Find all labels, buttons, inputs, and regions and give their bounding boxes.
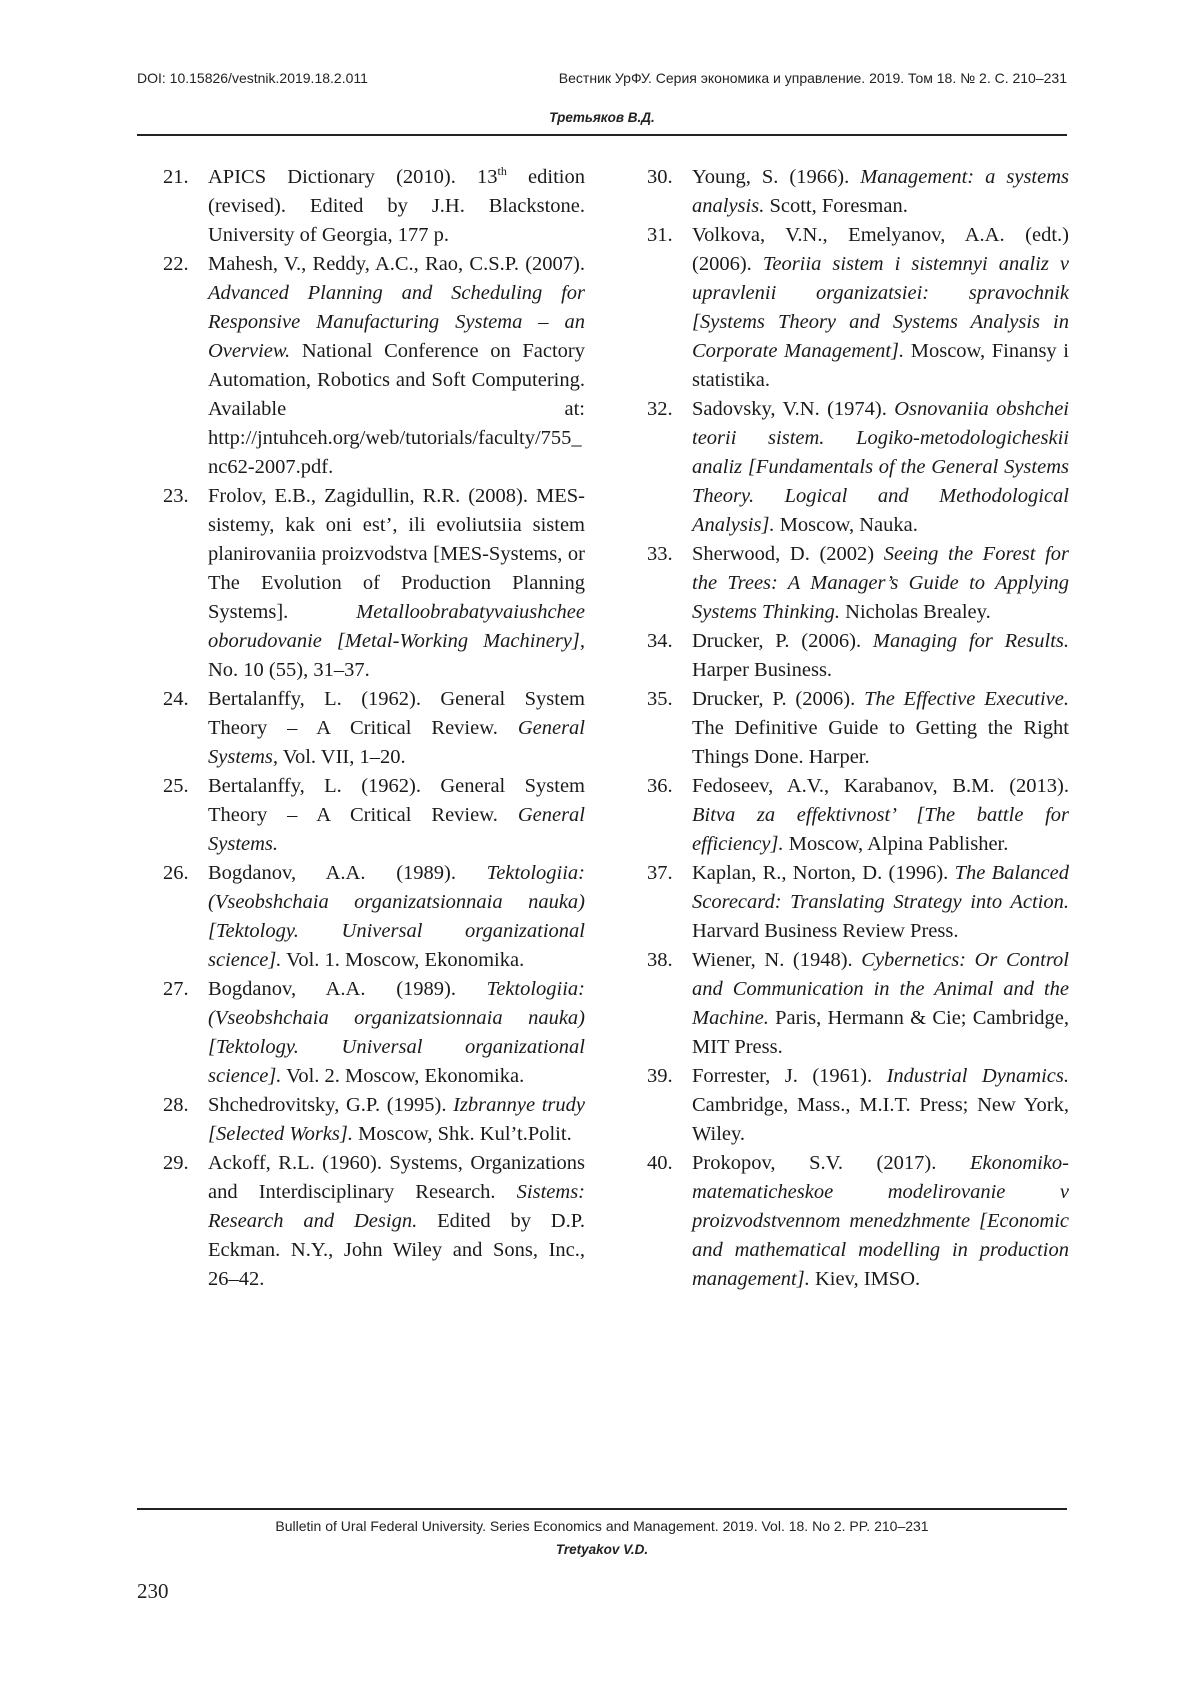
reference-item [163, 163, 585, 250]
reference-text-segment: National Conference on Factory Automation, Robotics and Soft Computering. Available at: http://jntuhceh.org/web/tutorials/faculty/755_nc62-2007.pdf. [208, 340, 585, 478]
reference-text [692, 685, 1069, 772]
italic-title-text: The Effective Executive. [864, 688, 1070, 710]
reference-number: 36. [647, 775, 673, 797]
reference-number: 28. [163, 1094, 189, 1116]
reference-text-segment: Volkova, V.N., Emelyanov, A.A. (edt.) (2006). [692, 224, 1069, 275]
reference-number: 33. [647, 543, 673, 565]
reference-number: 24. [163, 688, 189, 710]
reference-item [647, 946, 1069, 1062]
reference-number: 26. [163, 862, 189, 884]
reference-text-segment: Moscow, Alpina Pablisher. [783, 833, 1009, 855]
reference-text [692, 627, 1069, 685]
reference-text-segment: No. 10 (55), 31–37. [208, 659, 370, 681]
reference-number: 29. [163, 1152, 189, 1174]
reference-item [647, 772, 1069, 859]
reference-text [692, 395, 1069, 540]
reference-text [692, 1062, 1069, 1149]
italic-title-text: Tektologiia: (Vseobshchaia organizatsionnaia nauka) [Tektology. Universal organizational science]. [208, 978, 585, 1087]
reference-text-segment: Kaplan, R., Norton, D. (1996). [692, 862, 955, 884]
reference-text-segment: Paris, Hermann & Cie; Cambridge, MIT Press. [692, 1007, 1069, 1058]
reference-text-segment: Frolov, E.B., Zagidullin, R.R. (2008). MES-sistemy, kak oni est’, ili evoliutsiia sistem planirovaniia proizvodstva [MES-Systems, or The Evolution of Production Planning Systems]. [208, 485, 585, 623]
reference-number: 40. [647, 1152, 673, 1174]
italic-title-text: General Systems. [208, 804, 585, 855]
reference-item [647, 395, 1069, 540]
reference-text [692, 540, 1069, 627]
reference-text-segment: Ackoff, R.L. (1960). Systems, Organizations and Interdisciplinary Research. [208, 1152, 585, 1203]
reference-text-segment: Fedoseev, A.V., Karabanov, B.M. (2013). [692, 775, 1069, 797]
reference-list-right-column [647, 163, 1069, 1294]
reference-item [647, 1062, 1069, 1149]
footer-journal-citation: Bulletin of Ural Federal University. Series Economics and Management. 2019. Vol. 18. No 2. PP. 210–231 [275, 1518, 929, 1534]
footer-author: Tretyakov V.D. [555, 1542, 649, 1557]
reference-item [163, 975, 585, 1091]
reference-text [692, 946, 1069, 1062]
reference-text-segment: APICS Dictionary (2010). 13 [208, 166, 498, 188]
reference-text-segment: Sadovsky, V.N. (1974). [692, 398, 895, 420]
reference-item [647, 540, 1069, 627]
reference-item [647, 627, 1069, 685]
italic-title-text: Advanced Planning and Scheduling for Responsive Manufacturing Systema – an Overview. [208, 282, 585, 362]
italic-title-text: Management: a systems analysis. [692, 166, 1069, 217]
reference-text [208, 975, 585, 1091]
reference-text-segment: Kiev, IMSO. [809, 1268, 921, 1290]
header-divider [137, 134, 1067, 136]
reference-text-segment: Vol. 1. Moscow, Ekonomika. [281, 949, 525, 971]
reference-text-segment: Harper Business. [692, 659, 833, 681]
reference-text [692, 221, 1069, 395]
header-journal-citation: Вестник УрФУ. Серия экономика и управление. 2019. Том 18. № 2. С. 210–231 [558, 70, 1067, 86]
reference-text-segment: Wiener, N. (1948). [692, 949, 862, 971]
superscript-text: th [497, 164, 507, 178]
reference-text-segment: Harvard Business Review Press. [692, 920, 959, 942]
reference-item [647, 859, 1069, 946]
reference-number: 37. [647, 862, 673, 884]
italic-title-text: Metalloobrabatyvaiushchee oborudovanie [Metal-Working Machinery], [208, 601, 585, 652]
reference-text-segment: Scott, Foresman. [764, 195, 908, 217]
italic-title-text: Teoriia sistem i sistemnyi analiz v upravlenii organizatsiei: spravochnik [Systems Theory and Systems Analysis in Corporate Management]. [692, 253, 1069, 362]
reference-text-segment: Sherwood, D. (2002) [692, 543, 884, 565]
reference-number: 34. [647, 630, 673, 652]
reference-text [692, 163, 1069, 221]
reference-item [647, 221, 1069, 395]
reference-item [647, 685, 1069, 772]
italic-title-text: Industrial Dynamics. [886, 1065, 1069, 1087]
reference-text-segment: Moscow, Nauka. [774, 514, 918, 536]
reference-text-segment: Prokopov, S.V. (2017). [692, 1152, 970, 1174]
italic-title-text: Cybernetics: Or Control and Communication in the Animal and the Machine. [692, 949, 1069, 1029]
italic-title-text: Osnovaniia obshchei teorii sistem. Logiko-metodologicheskii analiz [Fundamentals of the General Systems Theory. Logical and Methodological Analysis]. [692, 398, 1069, 536]
reference-text [208, 250, 585, 482]
reference-text-segment: Moscow, Shk. Kul’t.Polit. [353, 1123, 572, 1145]
reference-number: 27. [163, 978, 189, 1000]
reference-text-segment: Drucker, P. (2006). [692, 688, 865, 710]
reference-text-segment: Vol. VII, 1–20. [278, 746, 406, 768]
reference-text-segment: Nicholas Brealey. [840, 601, 991, 623]
reference-text [208, 1149, 585, 1294]
italic-title-text: General Systems, [208, 717, 585, 768]
reference-number: 35. [647, 688, 673, 710]
page-number: 230 [137, 1579, 169, 1603]
reference-text-segment: Drucker, P. (2006). [692, 630, 873, 652]
italic-title-text: Tektologiia: (Vseobshchaia organizatsionnaia nauka) [Tektology. Universal organizational science]. [208, 862, 585, 971]
italic-title-text: Seeing the Forest for the Trees: A Manager’s Guide to Applying Systems Thinking. [692, 543, 1069, 623]
reference-number: 31. [647, 224, 673, 246]
reference-text [208, 772, 585, 859]
reference-list-left-column [163, 163, 585, 1294]
reference-text [208, 163, 585, 250]
reference-text-segment: Bogdanov, A.A. (1989). [208, 862, 487, 884]
reference-text-segment: The Definitive Guide to Getting the Right Things Done. Harper. [692, 717, 1069, 768]
reference-item [163, 772, 585, 859]
reference-number: 21. [163, 166, 189, 188]
reference-text-segment: edition (revised). Edited by J.H. Blackstone. University of Georgia, 177 p. [208, 166, 585, 246]
reference-item [163, 859, 585, 975]
reference-number: 39. [647, 1065, 673, 1087]
italic-title-text: Bitva za effektivnost’ [The battle for efficiency]. [692, 804, 1069, 855]
reference-text [208, 685, 585, 772]
reference-number: 38. [647, 949, 673, 971]
reference-text [208, 1091, 585, 1149]
reference-text-segment: Forrester, J. (1961). [692, 1065, 887, 1087]
italic-title-text: Ekonomiko-matematicheskoe modelirovanie v proizvodstvennom menedzhmente [Economic and mathematical modelling in production management]. [692, 1152, 1069, 1290]
reference-text [692, 1149, 1069, 1294]
reference-text-segment: Bertalanffy, L. (1962). General System Theory – A Critical Review. [208, 775, 585, 826]
reference-text [208, 859, 585, 975]
reference-text [208, 482, 585, 685]
italic-title-text: Izbrannye trudy [Selected Works]. [208, 1094, 585, 1145]
reference-text-segment: Young, S. (1966). [692, 166, 861, 188]
reference-text-segment: Shchedrovitsky, G.P. (1995). [208, 1094, 454, 1116]
reference-number: 30. [647, 166, 673, 188]
reference-item [163, 250, 585, 482]
reference-number: 25. [163, 775, 189, 797]
reference-text-segment: Moscow, Finansy i statistika. [692, 340, 1069, 391]
reference-text-segment: Bogdanov, A.A. (1989). [208, 978, 487, 1000]
header-doi: DOI: 10.15826/vestnik.2019.18.2.011 [137, 70, 368, 86]
reference-item [647, 163, 1069, 221]
reference-item [163, 685, 585, 772]
header-author: Третьяков В.Д. [549, 110, 655, 125]
reference-item [163, 482, 585, 685]
reference-number: 23. [163, 485, 189, 507]
reference-text [692, 859, 1069, 946]
reference-number: 32. [647, 398, 673, 420]
footer-divider [137, 1508, 1067, 1510]
reference-text-segment: Cambridge, Mass., M.I.T. Press; New York, Wiley. [692, 1094, 1069, 1145]
reference-item [647, 1149, 1069, 1294]
reference-item [163, 1149, 585, 1294]
reference-text-segment: Vol. 2. Moscow, Ekonomika. [281, 1065, 525, 1087]
reference-text [692, 772, 1069, 859]
italic-title-text: Managing for Results. [872, 630, 1069, 652]
reference-text-segment: Mahesh, V., Reddy, A.C., Rao, C.S.P. (2007). [208, 253, 585, 275]
italic-title-text: The Balanced Scorecard: Translating Strategy into Action. [692, 862, 1070, 913]
reference-text-segment: Edited by D.P. Eckman. N.Y., John Wiley and Sons, Inc., 26–42. [208, 1210, 585, 1290]
reference-item [163, 1091, 585, 1149]
reference-number: 22. [163, 253, 189, 275]
reference-text-segment: Bertalanffy, L. (1962). General System Theory – A Critical Review. [208, 688, 585, 739]
italic-title-text: Sistems: Research and Design. [208, 1181, 585, 1232]
